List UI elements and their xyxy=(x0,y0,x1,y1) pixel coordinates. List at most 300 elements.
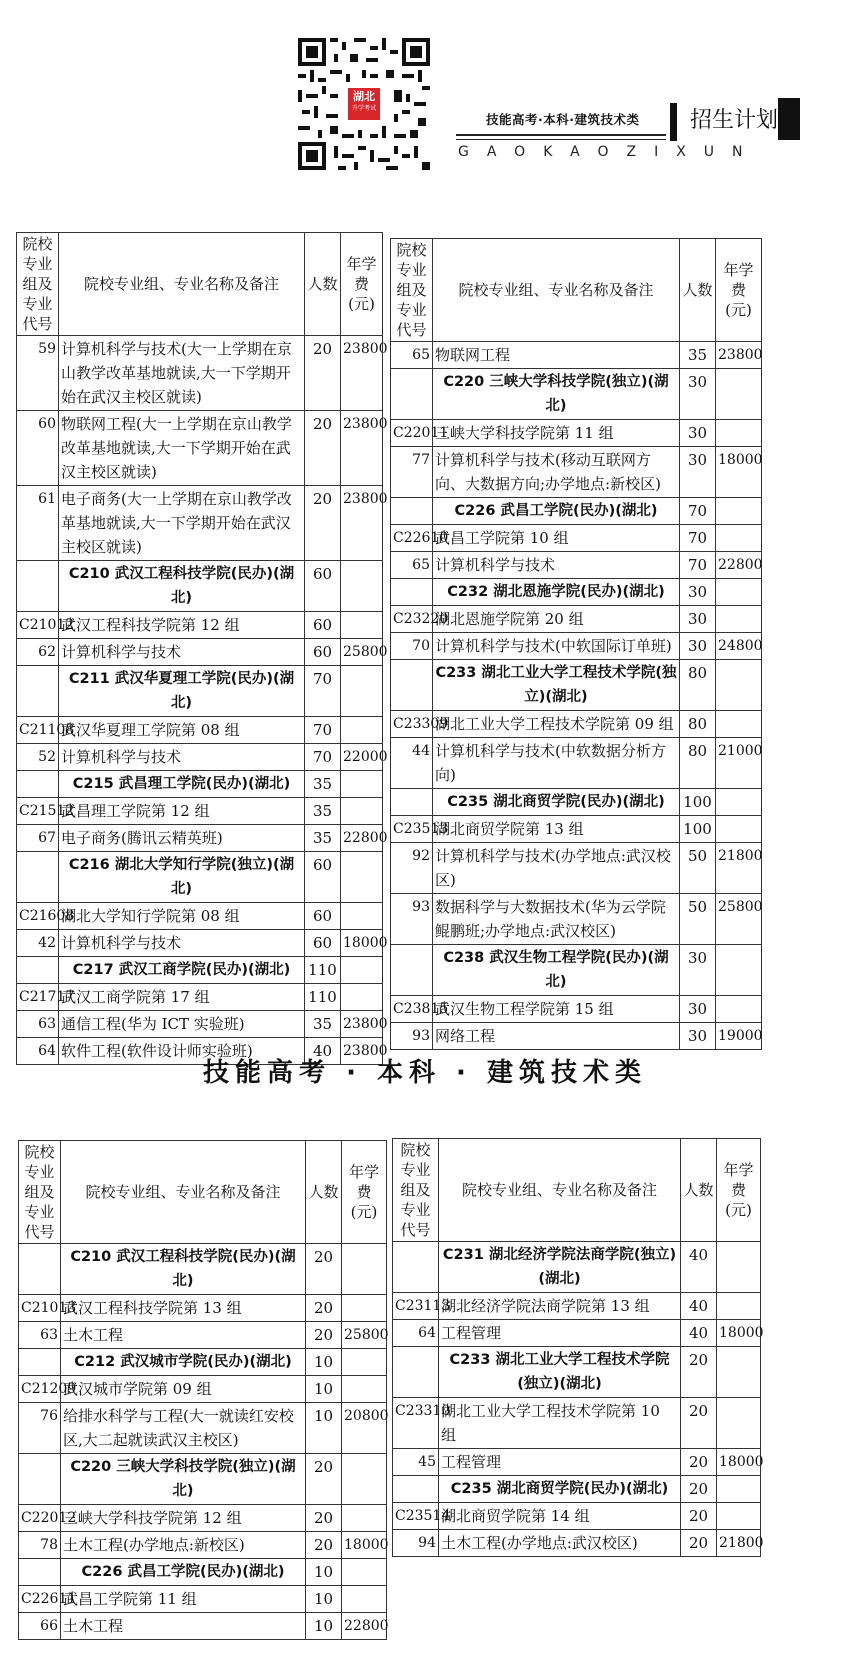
cell-fee xyxy=(341,561,383,612)
cell-code: 65 xyxy=(391,342,433,369)
header-name: 院校专业组、专业名称及备注 xyxy=(59,233,305,336)
cell-name: C220 三峡大学科技学院(独立)(湖北) xyxy=(433,369,680,420)
table-row xyxy=(391,1023,762,1050)
qr-badge-line1: 湖北 xyxy=(353,90,375,103)
cell-name: 武汉工程科技学院第 13 组 xyxy=(61,1295,306,1322)
cell-count: 80 xyxy=(680,738,716,789)
cell-name: 软件工程(软件设计师实验班) xyxy=(59,1038,305,1065)
group-row xyxy=(391,579,762,606)
cell-fee xyxy=(716,420,762,447)
table-row xyxy=(393,1449,761,1476)
header-count: 人数 xyxy=(305,233,341,336)
cell-fee: 23800 xyxy=(341,486,383,561)
cell-name: 湖北工业大学工程技术学院第 09 组 xyxy=(433,711,680,738)
cell-code xyxy=(393,1347,439,1398)
cell-name: 湖北工业大学工程技术学院第 10 组 xyxy=(439,1398,681,1449)
cell-count: 20 xyxy=(681,1449,717,1476)
qr-logo-badge xyxy=(346,86,382,122)
cell-count: 60 xyxy=(305,561,341,612)
cell-count: 20 xyxy=(306,1295,342,1322)
cell-name: 土木工程 xyxy=(61,1613,306,1640)
cell-name: 计算机科学与技术 xyxy=(433,552,680,579)
cell-count: 30 xyxy=(680,447,716,498)
cell-fee: 22000 xyxy=(341,744,383,771)
cell-code xyxy=(391,579,433,606)
cell-name: 给排水科学与工程(大一就读红安校区,大二起就读武汉主校区) xyxy=(61,1403,306,1454)
cell-fee: 21000 xyxy=(716,738,762,789)
group-row xyxy=(19,1349,387,1376)
cell-name: 计算机科学与技术 xyxy=(59,639,305,666)
cell-fee: 25800 xyxy=(342,1322,387,1349)
cell-code: 52 xyxy=(17,744,59,771)
cell-fee: 23800 xyxy=(341,336,383,411)
cell-count: 35 xyxy=(305,1011,341,1038)
cell-fee: 23800 xyxy=(341,1038,383,1065)
cell-fee xyxy=(342,1454,387,1505)
cell-count: 35 xyxy=(305,825,341,852)
header-count: 人数 xyxy=(681,1139,717,1242)
cell-fee xyxy=(717,1347,761,1398)
group-row xyxy=(391,789,762,816)
table-row xyxy=(391,633,762,660)
cell-name: 工程管理 xyxy=(439,1449,681,1476)
cell-count: 10 xyxy=(306,1586,342,1613)
table-row xyxy=(17,612,383,639)
cell-code: 66 xyxy=(19,1613,61,1640)
cell-count: 30 xyxy=(680,633,716,660)
cell-count: 20 xyxy=(681,1347,717,1398)
cell-name: 武昌工学院第 11 组 xyxy=(61,1586,306,1613)
cell-fee xyxy=(341,852,383,903)
cell-name: 计算机科学与技术 xyxy=(59,744,305,771)
cell-count: 30 xyxy=(680,606,716,633)
cell-name: C226 武昌工学院(民办)(湖北) xyxy=(61,1559,306,1586)
cell-count: 10 xyxy=(306,1376,342,1403)
cell-name: C233 湖北工业大学工程技术学院(独立)(湖北) xyxy=(439,1347,681,1398)
cell-count: 20 xyxy=(306,1454,342,1505)
cell-code: C22611 xyxy=(19,1586,61,1613)
cell-name: C216 湖北大学知行学院(独立)(湖北) xyxy=(59,852,305,903)
cell-fee xyxy=(342,1376,387,1403)
cell-code xyxy=(17,561,59,612)
cell-count: 20 xyxy=(306,1244,342,1295)
cell-fee xyxy=(717,1242,761,1293)
cell-name: C220 三峡大学科技学院(独立)(湖北) xyxy=(61,1454,306,1505)
cell-name: C211 武汉华夏理工学院(民办)(湖北) xyxy=(59,666,305,717)
group-row xyxy=(19,1454,387,1505)
header-fee: 年学费(元) xyxy=(716,239,762,342)
cell-count: 60 xyxy=(305,903,341,930)
cell-count: 20 xyxy=(681,1398,717,1449)
table-row xyxy=(393,1320,761,1347)
cell-fee: 25800 xyxy=(341,639,383,666)
cell-code xyxy=(393,1476,439,1503)
cell-name: 电子商务(腾讯云精英班) xyxy=(59,825,305,852)
cell-count: 50 xyxy=(680,843,716,894)
cell-fee: 20800 xyxy=(342,1403,387,1454)
cell-code: C23113 xyxy=(393,1293,439,1320)
group-row xyxy=(17,771,383,798)
table-header-row xyxy=(391,239,762,342)
cell-code: C21108 xyxy=(17,717,59,744)
cell-code: 65 xyxy=(391,552,433,579)
cell-count: 20 xyxy=(681,1503,717,1530)
cell-code: C21209 xyxy=(19,1376,61,1403)
cell-fee xyxy=(341,612,383,639)
cell-name: 武昌理工学院第 12 组 xyxy=(59,798,305,825)
cell-name: 湖北大学知行学院第 08 组 xyxy=(59,903,305,930)
cell-code: C23220 xyxy=(391,606,433,633)
table-row xyxy=(393,1398,761,1449)
cell-fee xyxy=(341,957,383,984)
cell-count: 80 xyxy=(680,711,716,738)
cell-name: C233 湖北工业大学工程技术学院(独立)(湖北) xyxy=(433,660,680,711)
cell-code: 59 xyxy=(17,336,59,411)
cell-fee xyxy=(341,903,383,930)
cell-code: 78 xyxy=(19,1532,61,1559)
header-name: 院校专业组、专业名称及备注 xyxy=(439,1139,681,1242)
cell-fee xyxy=(717,1293,761,1320)
cell-name: 计算机科学与技术 xyxy=(59,930,305,957)
cell-fee: 19000 xyxy=(716,1023,762,1050)
cell-fee xyxy=(716,789,762,816)
cell-code: 42 xyxy=(17,930,59,957)
cell-count: 10 xyxy=(306,1349,342,1376)
table-row xyxy=(17,930,383,957)
cell-name: C210 武汉工程科技学院(民办)(湖北) xyxy=(61,1244,306,1295)
cell-code: C23513 xyxy=(391,816,433,843)
cell-name: 计算机科学与技术(移动互联网方向、大数据方向;办学地点:新校区) xyxy=(433,447,680,498)
cell-fee xyxy=(342,1349,387,1376)
header-bar xyxy=(670,103,677,141)
cell-code xyxy=(391,945,433,996)
table-row xyxy=(19,1295,387,1322)
cell-fee xyxy=(342,1505,387,1532)
table-row xyxy=(391,525,762,552)
cell-name: C235 湖北商贸学院(民办)(湖北) xyxy=(439,1476,681,1503)
cell-code xyxy=(391,498,433,525)
cell-fee xyxy=(717,1476,761,1503)
header-code: 院校专业组及专业代号 xyxy=(17,233,59,336)
cell-count: 40 xyxy=(305,1038,341,1065)
cell-count: 20 xyxy=(681,1530,717,1557)
table-row xyxy=(19,1586,387,1613)
cell-fee xyxy=(342,1295,387,1322)
table-row xyxy=(391,894,762,945)
cell-name: C210 武汉工程科技学院(民办)(湖北) xyxy=(59,561,305,612)
cell-name: C212 武汉城市学院(民办)(湖北) xyxy=(61,1349,306,1376)
group-row xyxy=(391,498,762,525)
cell-code xyxy=(19,1454,61,1505)
cell-count: 35 xyxy=(305,771,341,798)
cell-code: 93 xyxy=(391,1023,433,1050)
enrollment-table-1 xyxy=(16,232,388,1065)
header-count: 人数 xyxy=(680,239,716,342)
cell-code: 63 xyxy=(19,1322,61,1349)
cell-fee xyxy=(716,660,762,711)
table-row xyxy=(17,717,383,744)
table-header-row xyxy=(17,233,383,336)
header-subtitle: 技能高考·本科·建筑技术类 xyxy=(486,112,640,127)
cell-fee xyxy=(716,711,762,738)
cell-fee xyxy=(717,1503,761,1530)
header-code: 院校专业组及专业代号 xyxy=(19,1141,61,1244)
cell-code: 70 xyxy=(391,633,433,660)
enrollment-table-3 xyxy=(18,1140,387,1640)
table-header-row xyxy=(393,1139,761,1242)
group-row xyxy=(19,1559,387,1586)
cell-code: 92 xyxy=(391,843,433,894)
table-row xyxy=(393,1503,761,1530)
table-row xyxy=(17,639,383,666)
header-corner-block xyxy=(778,98,800,140)
cell-code: 64 xyxy=(17,1038,59,1065)
table-row xyxy=(391,552,762,579)
cell-count: 20 xyxy=(681,1476,717,1503)
table-row xyxy=(393,1293,761,1320)
cell-code: 64 xyxy=(393,1320,439,1347)
cell-code: 44 xyxy=(391,738,433,789)
cell-name: C226 武昌工学院(民办)(湖北) xyxy=(433,498,680,525)
cell-code: 63 xyxy=(17,1011,59,1038)
cell-fee xyxy=(341,984,383,1011)
enrollment-table-2 xyxy=(390,238,762,1050)
cell-count: 60 xyxy=(305,852,341,903)
cell-code xyxy=(19,1349,61,1376)
enrollment-table-4 xyxy=(392,1138,764,1557)
cell-name: 三峡大学科技学院第 11 组 xyxy=(433,420,680,447)
cell-code xyxy=(19,1559,61,1586)
qr-code xyxy=(298,38,430,170)
cell-count: 50 xyxy=(680,894,716,945)
cell-fee: 23800 xyxy=(716,342,762,369)
cell-code: C21013 xyxy=(19,1295,61,1322)
cell-fee: 21800 xyxy=(717,1530,761,1557)
cell-name: 湖北恩施学院第 20 组 xyxy=(433,606,680,633)
cell-code: 45 xyxy=(393,1449,439,1476)
cell-count: 30 xyxy=(680,945,716,996)
qr-badge-line2: 升学考试 xyxy=(351,105,376,112)
table-row xyxy=(19,1322,387,1349)
cell-name: 工程管理 xyxy=(439,1320,681,1347)
table-row xyxy=(391,816,762,843)
header-name: 院校专业组、专业名称及备注 xyxy=(433,239,680,342)
cell-fee xyxy=(342,1559,387,1586)
cell-fee: 18000 xyxy=(717,1449,761,1476)
cell-count: 70 xyxy=(305,744,341,771)
cell-count: 20 xyxy=(306,1505,342,1532)
header-count: 人数 xyxy=(306,1141,342,1244)
table-row xyxy=(17,744,383,771)
table-row xyxy=(17,903,383,930)
cell-name: 湖北商贸学院第 14 组 xyxy=(439,1503,681,1530)
group-row xyxy=(391,660,762,711)
table-row xyxy=(19,1532,387,1559)
cell-code: C21512 xyxy=(17,798,59,825)
cell-count: 110 xyxy=(305,984,341,1011)
table-row xyxy=(391,606,762,633)
cell-code: C22610 xyxy=(391,525,433,552)
header-code: 院校专业组及专业代号 xyxy=(391,239,433,342)
table-row xyxy=(391,447,762,498)
cell-count: 60 xyxy=(305,612,341,639)
table-row xyxy=(391,711,762,738)
table-row xyxy=(391,843,762,894)
cell-fee xyxy=(716,579,762,606)
cell-name: 物联网工程(大一上学期在京山教学改革基地就读,大一下学期开始在武汉主校区就读) xyxy=(59,411,305,486)
table-row xyxy=(391,420,762,447)
table-row xyxy=(391,738,762,789)
cell-code: 77 xyxy=(391,447,433,498)
cell-fee: 18000 xyxy=(342,1532,387,1559)
cell-fee xyxy=(716,606,762,633)
cell-count: 60 xyxy=(305,930,341,957)
table-row xyxy=(17,984,383,1011)
cell-code xyxy=(19,1244,61,1295)
cell-name: C238 武汉生物工程学院(民办)(湖北) xyxy=(433,945,680,996)
cell-name: C215 武昌理工学院(民办)(湖北) xyxy=(59,771,305,798)
cell-name: 网络工程 xyxy=(433,1023,680,1050)
cell-fee: 25800 xyxy=(716,894,762,945)
cell-name: 三峡大学科技学院第 12 组 xyxy=(61,1505,306,1532)
cell-code: C23309 xyxy=(391,711,433,738)
cell-count: 30 xyxy=(680,369,716,420)
cell-name: 土木工程 xyxy=(61,1322,306,1349)
cell-name: C235 湖北商贸学院(民办)(湖北) xyxy=(433,789,680,816)
table-row xyxy=(17,336,383,411)
cell-name: 武汉工商学院第 17 组 xyxy=(59,984,305,1011)
cell-name: 土木工程(办学地点:武汉校区) xyxy=(439,1530,681,1557)
cell-count: 100 xyxy=(680,789,716,816)
table-row xyxy=(391,342,762,369)
cell-code: 61 xyxy=(17,486,59,561)
cell-count: 10 xyxy=(306,1559,342,1586)
cell-name: C217 武汉工商学院(民办)(湖北) xyxy=(59,957,305,984)
table-row xyxy=(391,996,762,1023)
cell-fee xyxy=(341,666,383,717)
cell-fee: 22800 xyxy=(341,825,383,852)
cell-code: C21717 xyxy=(17,984,59,1011)
cell-code: C23815 xyxy=(391,996,433,1023)
cell-fee: 21800 xyxy=(716,843,762,894)
group-row xyxy=(17,957,383,984)
cell-count: 35 xyxy=(305,798,341,825)
cell-name: 计算机科学与技术(办学地点:武汉校区) xyxy=(433,843,680,894)
cell-code: 67 xyxy=(17,825,59,852)
cell-count: 35 xyxy=(680,342,716,369)
cell-count: 110 xyxy=(305,957,341,984)
cell-count: 30 xyxy=(680,579,716,606)
group-row xyxy=(17,561,383,612)
cell-name: 武汉城市学院第 09 组 xyxy=(61,1376,306,1403)
cell-count: 30 xyxy=(680,996,716,1023)
cell-fee xyxy=(716,945,762,996)
cell-name: 计算机科学与技术(中软数据分析方向) xyxy=(433,738,680,789)
cell-code: C23310 xyxy=(393,1398,439,1449)
cell-count: 80 xyxy=(680,660,716,711)
cell-count: 20 xyxy=(305,486,341,561)
cell-fee: 18000 xyxy=(341,930,383,957)
cell-count: 70 xyxy=(305,666,341,717)
cell-fee: 23800 xyxy=(341,1011,383,1038)
cell-fee: 23800 xyxy=(341,411,383,486)
cell-fee: 18000 xyxy=(717,1320,761,1347)
cell-fee xyxy=(341,771,383,798)
cell-name: 武汉生物工程学院第 15 组 xyxy=(433,996,680,1023)
cell-code xyxy=(17,666,59,717)
cell-code xyxy=(391,789,433,816)
cell-name: 计算机科学与技术(大一上学期在京山教学改革基地就读,大一下学期开始在武汉主校区就读) xyxy=(59,336,305,411)
cell-count: 30 xyxy=(680,420,716,447)
cell-count: 10 xyxy=(306,1613,342,1640)
cell-fee: 22800 xyxy=(342,1613,387,1640)
cell-fee xyxy=(342,1244,387,1295)
header-fee: 年学费(元) xyxy=(342,1141,387,1244)
table-row xyxy=(17,798,383,825)
group-row xyxy=(393,1347,761,1398)
header-letters: GAOKAOZIXUN xyxy=(458,144,761,160)
cell-fee xyxy=(716,525,762,552)
section-title: 技能高考 · 本科 · 建筑技术类 xyxy=(203,1058,647,1088)
cell-fee: 18000 xyxy=(716,447,762,498)
cell-count: 20 xyxy=(305,411,341,486)
cell-name: 湖北商贸学院第 13 组 xyxy=(433,816,680,843)
cell-count: 20 xyxy=(306,1532,342,1559)
cell-code xyxy=(17,957,59,984)
header-fee: 年学费(元) xyxy=(717,1139,761,1242)
cell-fee xyxy=(716,369,762,420)
cell-fee xyxy=(341,798,383,825)
cell-count: 40 xyxy=(681,1320,717,1347)
cell-code: C21012 xyxy=(17,612,59,639)
cell-name: 计算机科学与技术(中软国际订单班) xyxy=(433,633,680,660)
group-row xyxy=(391,945,762,996)
header-rule xyxy=(456,134,666,136)
cell-fee: 24800 xyxy=(716,633,762,660)
cell-name: 数据科学与大数据技术(华为云学院鲲鹏班;办学地点:武汉校区) xyxy=(433,894,680,945)
cell-name: C232 湖北恩施学院(民办)(湖北) xyxy=(433,579,680,606)
cell-fee xyxy=(716,996,762,1023)
table-row xyxy=(17,486,383,561)
table-header-row xyxy=(19,1141,387,1244)
cell-code: C22011 xyxy=(391,420,433,447)
header-code: 院校专业组及专业代号 xyxy=(393,1139,439,1242)
cell-code: 62 xyxy=(17,639,59,666)
cell-name: 湖北经济学院法商学院第 13 组 xyxy=(439,1293,681,1320)
cell-name: 电子商务(大一上学期在京山教学改革基地就读,大一下学期开始在武汉主校区就读) xyxy=(59,486,305,561)
cell-code xyxy=(391,660,433,711)
cell-name: C231 湖北经济学院法商学院(独立)(湖北) xyxy=(439,1242,681,1293)
table-row xyxy=(19,1505,387,1532)
cell-name: 物联网工程 xyxy=(433,342,680,369)
header-name: 院校专业组、专业名称及备注 xyxy=(61,1141,306,1244)
table-row xyxy=(393,1530,761,1557)
cell-code: C21608 xyxy=(17,903,59,930)
cell-code: 93 xyxy=(391,894,433,945)
cell-code: C22012 xyxy=(19,1505,61,1532)
cell-code: 76 xyxy=(19,1403,61,1454)
cell-fee xyxy=(717,1398,761,1449)
table-row xyxy=(19,1376,387,1403)
cell-fee xyxy=(716,816,762,843)
cell-code xyxy=(17,852,59,903)
table-row xyxy=(17,825,383,852)
cell-name: 武汉工程科技学院第 12 组 xyxy=(59,612,305,639)
table-row xyxy=(17,1011,383,1038)
cell-count: 30 xyxy=(680,1023,716,1050)
table-row xyxy=(19,1403,387,1454)
header-title: 招生计划 xyxy=(690,108,779,133)
